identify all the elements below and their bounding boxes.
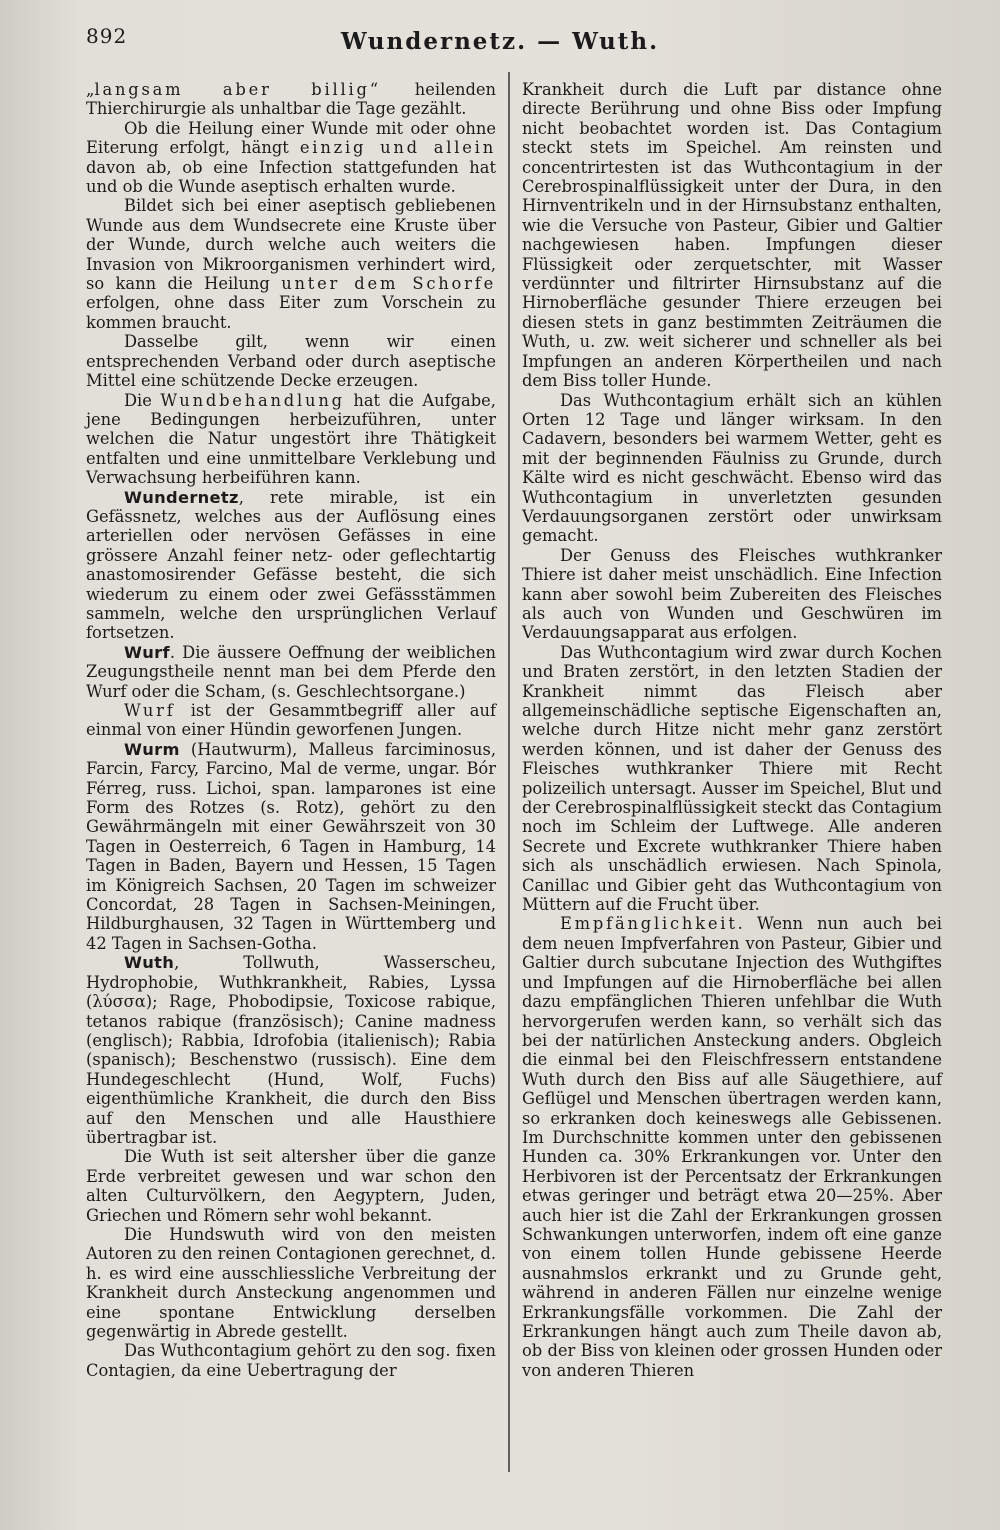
page-number: 892	[86, 24, 128, 48]
paragraph: Bildet sich bei einer aseptisch gebliebenen Wunde aus dem Wundsecrete eine Kruste über der Wunde, durch welche auch weiters die Invasion von Mikroorganismen verhindert wird, so kann die Heilung unter dem Schorfe erfolgen, ohne dass Eiter zum Vorschein zu kommen braucht.	[86, 196, 497, 332]
entry-keyword: Wuth	[124, 953, 175, 973]
emphasis-text: langsam aber billig	[94, 80, 370, 99]
emphasis-text: unter dem Schorfe	[281, 274, 497, 294]
paragraph: Das Wuthcontagium erhält sich an kühlen Orten 12 Tage und länger wirksam. In den Cadavern, besonders bei warmem Wetter, geht es mit der beginnenden Fäulniss zu Grunde, durch Kälte wird es nicht geschwächt. Ebenso wird das Wuthcontagium in unverletzten gesunden Verdauungsorganen zerstört oder unwirksam gemacht.	[522, 390, 942, 546]
paragraph: Empfänglichkeit. Wenn nun auch bei dem neuen Impfverfahren von Pasteur, Gibier und Galtier durch subcutane Injection des Wuthgiftes und Impfungen auf die Hirnoberfläche bei allen dazu empfänglichen Thieren unfehlbar die Wuth hervorgerufen werden kann, so verhält sich das bei der natürlichen Ansteckung anders. Obgleich die einmal bei den Fleischfressern entstandene Wuth durch den Biss auf alle Säugethiere, auf Geflügel und Menschen übertragen werden kann, so erkranken doch keineswegs alle Gebissenen. Im Durchschnitte kommen unter den gebissenen Hunden ca. 30% Erkrankungen vor. Unter den Herbivoren ist der Percentsatz der Erkrankungen etwas geringer und beträgt etwa 20—25%. Aber auch hier ist die Zahl der Erkrankungen grossen Schwankungen unterworfen, indem oft eine ganze von einem tollen Hunde gebissene Heerde ausnahmslos erkrankt und zu Grunde geht, während in anderen Fällen nur einzelne wenige Erkrankungsfälle vorkommen. Die Zahl der Erkrankungen hängt auch zum Theile davon ab, ob der Biss von kleinen oder grossen Hunden oder von anderen Thieren	[522, 914, 942, 1380]
right-column	[522, 80, 942, 1380]
emphasis-text: Empfänglichkeit	[560, 914, 738, 934]
paragraph: Der Genuss des Fleisches wuthkranker Thiere ist daher meist unschädlich. Eine Infection kann aber sowohl beim Zubereiten des Fleisches als auch von Wunden und Geschwüren im Verdauungsapparat aus erfolgen.	[522, 545, 942, 643]
paragraph: Dasselbe gilt, wenn wir einen entsprechenden Verband oder durch aseptische Mittel eine schützende Decke erzeugen.	[86, 332, 496, 391]
column-divider	[508, 72, 510, 1472]
running-title: Wundernetz. — Wuth.	[340, 28, 660, 55]
paragraph: Die Wundbehandlung hat die Aufgabe, jene Bedingungen herbeizuführen, unter welchen die Natur ungestört ihre Thätigkeit entfalten und eine unmittelbare Verklebung und Verwachsung herbeiführen kann.	[86, 390, 496, 488]
emphasis-text: Wurf	[124, 701, 176, 720]
entry-keyword: Wundernetz	[124, 487, 239, 507]
entry-wundernetz: Wundernetz, rete mirable, ist ein Gefässnetz, welches aus der Auflösung eines arteriellen oder nervösen Gefässes in eine grössere Anzahl feiner netz- oder geflechtartig anastomosirender Gefässe besteht, die sich wiederum zu einem oder zwei Gefässstämmen sammeln, welche den ursprünglichen Verlauf fortsetzen.	[86, 487, 496, 643]
page-header	[0, 22, 1000, 62]
paragraph: Wurf ist der Gesammtbegriff aller auf einmal von einer Hündin geworfenen Jungen.	[86, 701, 496, 740]
entry-keyword: Wurf	[124, 642, 170, 662]
paragraph: Krankheit durch die Luft par distance ohne directe Berührung und ohne Biss oder Impfung nicht beobachtet worden ist. Das Contagium steckt stets im Speichel. Am reinsten und concentrirtesten ist das Wuthcontagium in der Cerebrospinalflüssigkeit unter der Dura, in den Hirnventrikeln und in der Hirnsubstanz enthalten, wie die Versuche von Pasteur, Gibier und Galtier nachgewiesen haben. Impfungen dieser Flüssigkeit oder zerquetschter, mit Wasser verdünnter und filtrirter Hirnsubstanz auf die Hirnoberfläche gesunder Thiere erzeugen bei diesen stets in ganz bestimmten Zeiträumen die Wuth, u. zw. weit sicherer und schneller als bei Impfungen an anderen Körpertheilen und nach dem Biss toller Hunde.	[522, 80, 942, 391]
paragraph: Das Wuthcontagium wird zwar durch Kochen und Braten zerstört, in den letzten Stadien der Krankheit nimmt das Fleisch aber allgemeinschädliche septische Eigenschaften an, welche durch Hitze nicht mehr ganz zerstört werden können, und ist daher der Genuss des Fleisches wuthkranker Thiere mit Recht polizeilich untersagt. Ausser im Speichel, Blut und der Cerebrospinalflüssigkeit steckt das Contagium noch im Schleim der Luftwege. Alle anderen Secrete und Excrete wuthkranker Thiere haben sich als unschädlich erwiesen. Nach Spinola, Canillac und Gibier geht das Wuthcontagium von Müttern auf die Frucht über.	[522, 642, 942, 915]
paragraph: Die Hundswuth wird von den meisten Autoren zu den reinen Contagionen gerechnet, d. h. es wird eine ausschliessliche Verbreitung der Krankheit durch Ansteckung angenommen und eine spontane Entwicklung derselben gegenwärtig in Abrede gestellt.	[86, 1224, 496, 1341]
entry-keyword: Wurm	[124, 739, 180, 759]
paragraph: Das Wuthcontagium gehört zu den sog. fixen Contagien, da eine Uebertragung der	[86, 1341, 496, 1380]
paragraph: Die Wuth ist seit altersher über die ganze Erde verbreitet gewesen und war schon den alten Culturvölkern, den Aegyptern, Juden, Griechen und Römern sehr wohl bekannt.	[86, 1147, 496, 1225]
entry-wurm: Wurm (Hautwurm), Malleus farciminosus, Farcin, Farcy, Farcino, Mal de verme, ungar. Bór Férreg, russ. Lichoi, span. lamparones ist eine Form des Rotzes (s. Rotz), gehört zu den Gewährmängeln mit einer Gewährszeit von 30 Tagen in Oesterreich, 6 Tagen in Hamburg, 14 Tagen in Baden, Bayern und Hessen, 15 Tagen im Königreich Sachsen, 20 Tagen im schweizer Concordat, 28 Tagen in Sachsen-Meiningen, Hildburghausen, 32 Tagen in Württemberg und 42 Tagen in Sachsen-Gotha.	[86, 739, 496, 953]
emphasis-text: Wundbehandlung	[160, 390, 345, 410]
left-column	[86, 80, 496, 1380]
entry-wurf: Wurf. Die äussere Oeffnung der weiblichen Zeugungstheile nennt man bei dem Pferde den Wurf oder die Scham, (s. Geschlechtsorgane.)	[86, 642, 496, 701]
entry-wuth: Wuth, Tollwuth, Wasserscheu, Hydrophobie, Wuthkrankheit, Rabies, Lyssa (λύσσα); Rage, Phobodipsie, Toxicose rabique, tetanos rabique (französisch); Canine madness (englisch); Rabbia, Idrofobia (italienisch); Rabia (spanisch); Beschenstwo (russisch). Eine dem Hundegeschlecht (Hund, Wolf, Fuchs) eigenthümliche Krankheit, die durch den Biss auf den Menschen und alle Hausthiere übertragbar ist.	[86, 953, 496, 1147]
emphasis-text: einzig und allein	[299, 138, 496, 158]
paragraph: Ob die Heilung einer Wunde mit oder ohne Eiterung erfolgt, hängt einzig und allein davon ab, ob eine Infection stattgefunden hat und ob die Wunde aseptisch erhalten wurde.	[86, 118, 496, 197]
paragraph: „langsam aber billig“ heilenden Thierchirurgie als unhaltbar die Tage gezählt.	[86, 80, 497, 119]
